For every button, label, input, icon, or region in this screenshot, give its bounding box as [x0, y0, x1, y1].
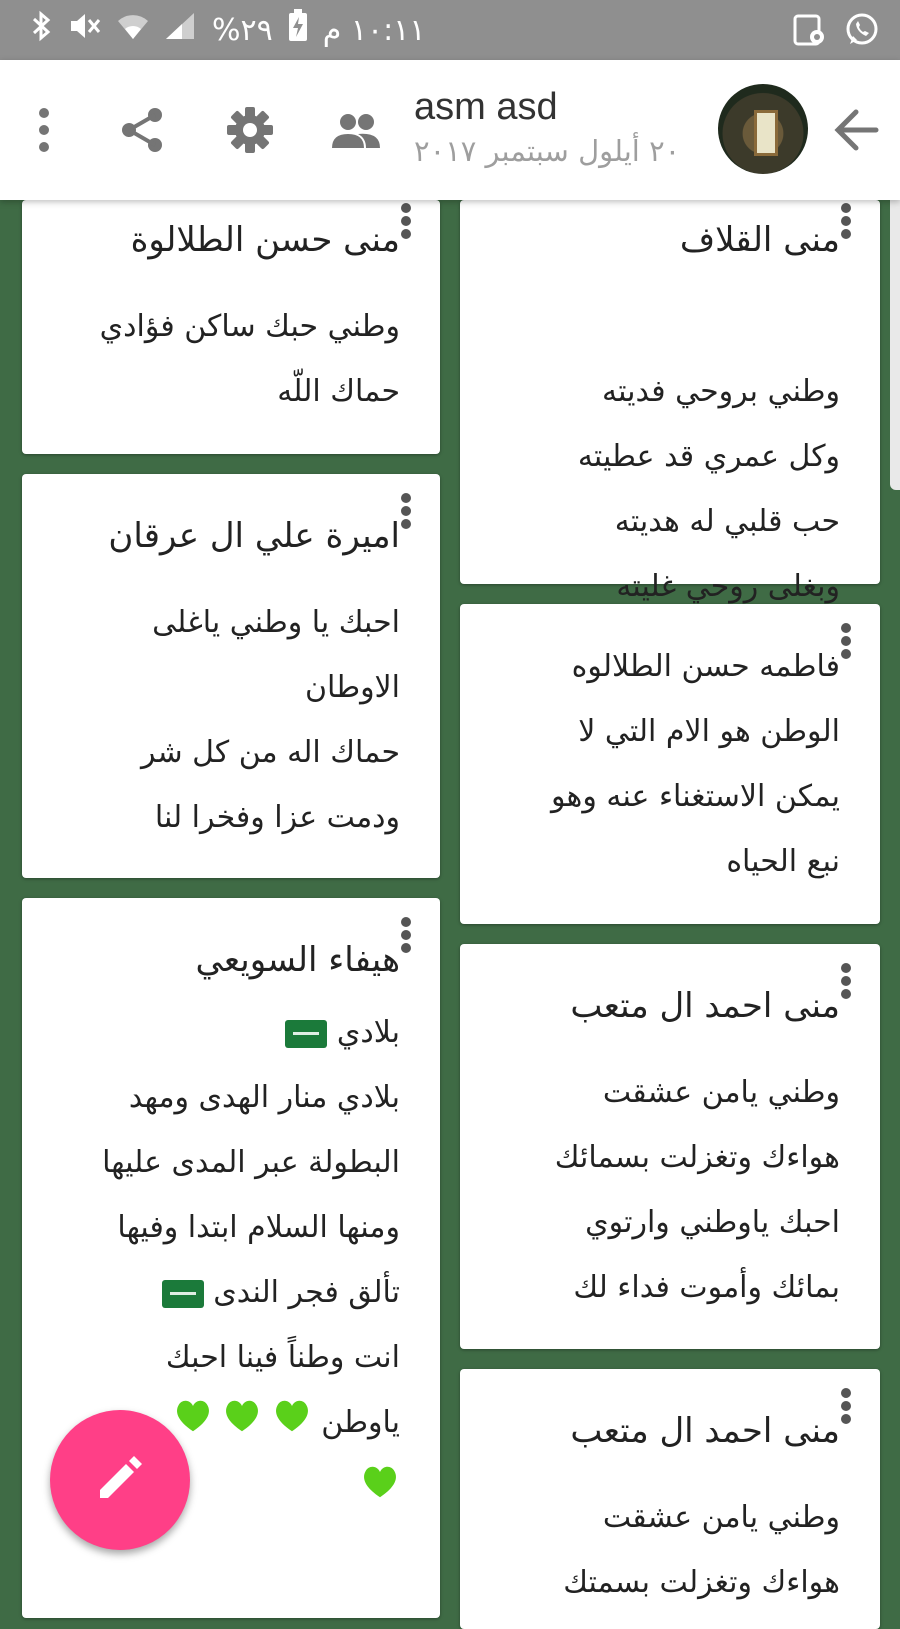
card-text: بلادي [336, 1015, 400, 1050]
card-text: ياوطن [321, 1405, 400, 1440]
bluetooth-icon [30, 10, 54, 50]
back-arrow-icon[interactable] [826, 100, 886, 160]
pencil-icon [92, 1450, 148, 1510]
card-item[interactable] [460, 944, 880, 1349]
card-author: اميرة علي ال عرقان [108, 516, 400, 556]
screen-record-icon [792, 13, 826, 47]
card-text: البطولة عبر المدى عليها [102, 1145, 400, 1180]
card-text: فاطمه حسن الطلالوه الوطن هو الام التي لا يمكن الاستغناء عنه وهو نبع الحياه [551, 649, 840, 879]
status-right [792, 0, 880, 60]
more-vert-icon[interactable] [836, 960, 856, 1010]
cards-grid [0, 200, 900, 1600]
clock-text: ١٠:١١ م [322, 12, 426, 48]
card-text: انت وطناً فينا احبك [165, 1340, 400, 1375]
card-item[interactable] [460, 1369, 880, 1629]
card-item[interactable] [22, 474, 440, 878]
card-text: وطني حبك ساكن فؤادي حماك اللّه [99, 309, 400, 409]
share-icon[interactable] [112, 100, 172, 160]
card-text: وطني يامن عشقت هواءك وتغزلت بسمائك احبك ياوطني وارتوي بمائك وأموت فداء لك [554, 1075, 840, 1305]
card-item[interactable] [460, 200, 880, 604]
battery-percent: ٢٩% [212, 12, 273, 48]
more-vert-icon[interactable] [396, 200, 416, 250]
wifi-icon [116, 11, 150, 49]
page-subtitle: ٢٠ أيلول سبتمبر ٢٠١٧ [414, 134, 681, 168]
avatar[interactable] [718, 84, 808, 174]
whatsapp-icon [844, 12, 880, 48]
saudi-flag-icon [162, 1280, 204, 1308]
battery-icon [287, 9, 309, 51]
saudi-flag-icon [285, 1020, 327, 1048]
card-text: وطني يامن عشقت هواءك وتغزلت بسمتك [563, 1500, 840, 1600]
scroll-handle[interactable] [890, 180, 900, 490]
more-vert-icon[interactable] [396, 914, 416, 964]
card-text: احبك يا وطني ياغلى الاوطان حماك اله من كل شر ودمت عزا وفخرا لنا [140, 605, 400, 835]
status-left [30, 0, 425, 60]
green-heart-icon [173, 1391, 213, 1427]
card-item[interactable] [22, 200, 440, 454]
card-text: وطني بروحي فديته وكل عمري قد عطيته حب قلبي له هديته وبغلى روحي غليته [577, 374, 840, 604]
card-text: تألق فجر الندى [213, 1275, 400, 1310]
signal-icon [164, 11, 198, 49]
card-author: منى احمد ال متعب [570, 1411, 840, 1451]
status-bar [0, 0, 900, 60]
mute-icon [68, 11, 102, 49]
card-author: منى القلاف [679, 220, 840, 260]
group-icon[interactable] [326, 100, 386, 160]
green-hearts [173, 1391, 312, 1456]
card-author: منى حسن الطلالوة [130, 220, 400, 260]
page-title: asm asd [414, 86, 558, 128]
app-bar [0, 60, 900, 200]
card-text: ومنها السلام ابتدا وفيها [117, 1210, 400, 1245]
gear-icon[interactable] [220, 100, 280, 160]
more-vert-icon[interactable] [836, 1385, 856, 1435]
card-author: هيفاء السويعي [195, 940, 400, 980]
card-text: بلادي منار الهدى ومهد [128, 1080, 400, 1115]
card-item[interactable] [460, 604, 880, 924]
more-vert-icon[interactable] [836, 620, 856, 670]
green-heart-icon [272, 1391, 312, 1427]
compose-fab[interactable] [50, 1410, 190, 1550]
more-vert-icon[interactable] [396, 490, 416, 540]
card-author: منى احمد ال متعب [570, 986, 840, 1026]
more-vert-icon[interactable] [836, 200, 856, 250]
green-heart-icon [360, 1457, 400, 1493]
more-vert-icon[interactable] [14, 100, 74, 160]
green-heart-icon [222, 1391, 262, 1427]
